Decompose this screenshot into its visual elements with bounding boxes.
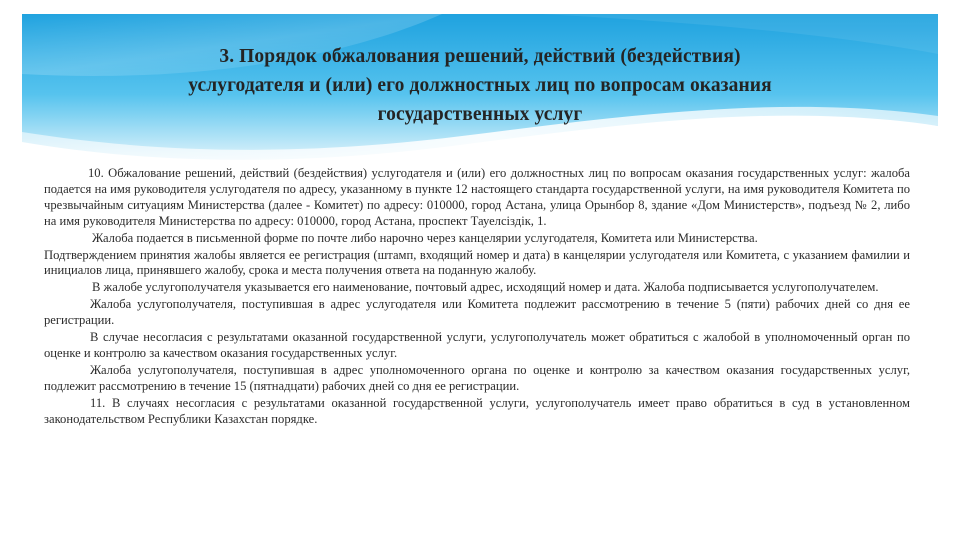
paragraph-review-15-days: Жалоба услугополучателя, поступившая в адрес уполномоченного органа по оценке и контролю за качеством оказания государственных услуг, подлежит рассмотрению в течение 15 (пятнадцати) рабочих дней со дня ее регистрации. [44, 362, 910, 393]
slide-title [60, 42, 900, 129]
title-line-1: 3. Порядок обжалования решений, действий (бездействия) [219, 46, 741, 67]
body-text [44, 166, 910, 428]
paragraph-submission: Жалоба подается в письменной форме по почте либо нарочно через канцелярии услугодателя, Комитета или Министерства. [92, 230, 758, 245]
paragraph-11-court: 11. В случаях несогласия с результатами оказанной государственной услуги, услугополучатель имеет право обратиться в суд в установленном законодательством Республики Казахстан порядке. [44, 395, 910, 426]
paragraph-registration: Подтверждением принятия жалобы является ее регистрация (штамп, входящий номер и дата) в канцелярии услугодателя или Комитета, с указанием фамилии и инициалов лица, принявшего жалобу, срока и места получения ответа на поданную жалобу. [44, 247, 910, 278]
paragraph-10: 10. Обжалование решений, действий (бездействия) услугодателя и (или) его должностных лиц по вопросам оказания государственных услуг: жалоба подается на имя руководителя услугодателя по адресу, указанному в пункте 12 настоящего стандарта государственной услуги, на имя руководителя Комитета по чрезвычайным ситуациям Министерства (далее - Комитет) по адресу: 010000, город Астана, улица Орынбор 8, здание «Дом Министерств», подъезд № 2, либо на имя руководителя Министерства по адресу: 010000, город Астана, проспект Тауелсіздік, 1. [44, 166, 910, 228]
title-line-2: услугодателя и (или) его должностных лиц по вопросам оказания [188, 75, 772, 96]
title-line-3: государственных услуг [377, 104, 583, 125]
paragraph-disagreement: В случае несогласия с результатами оказанной государственной услуги, услугополучатель может обратиться с жалобой в уполномоченный орган по оценке и контролю за качеством оказания государственных услуг. [44, 330, 910, 360]
paragraph-complaint-contents: В жалобе услугополучателя указывается его наименование, почтовый адрес, исходящий номер и дата. Жалоба подписывается услугополучателем. [92, 280, 879, 295]
paragraph-review-5-days: Жалоба услугополучателя, поступившая в адрес услугодателя или Комитета подлежит рассмотрению в течение 5 (пяти) рабочих дней со дня ее регистрации. [44, 297, 910, 328]
